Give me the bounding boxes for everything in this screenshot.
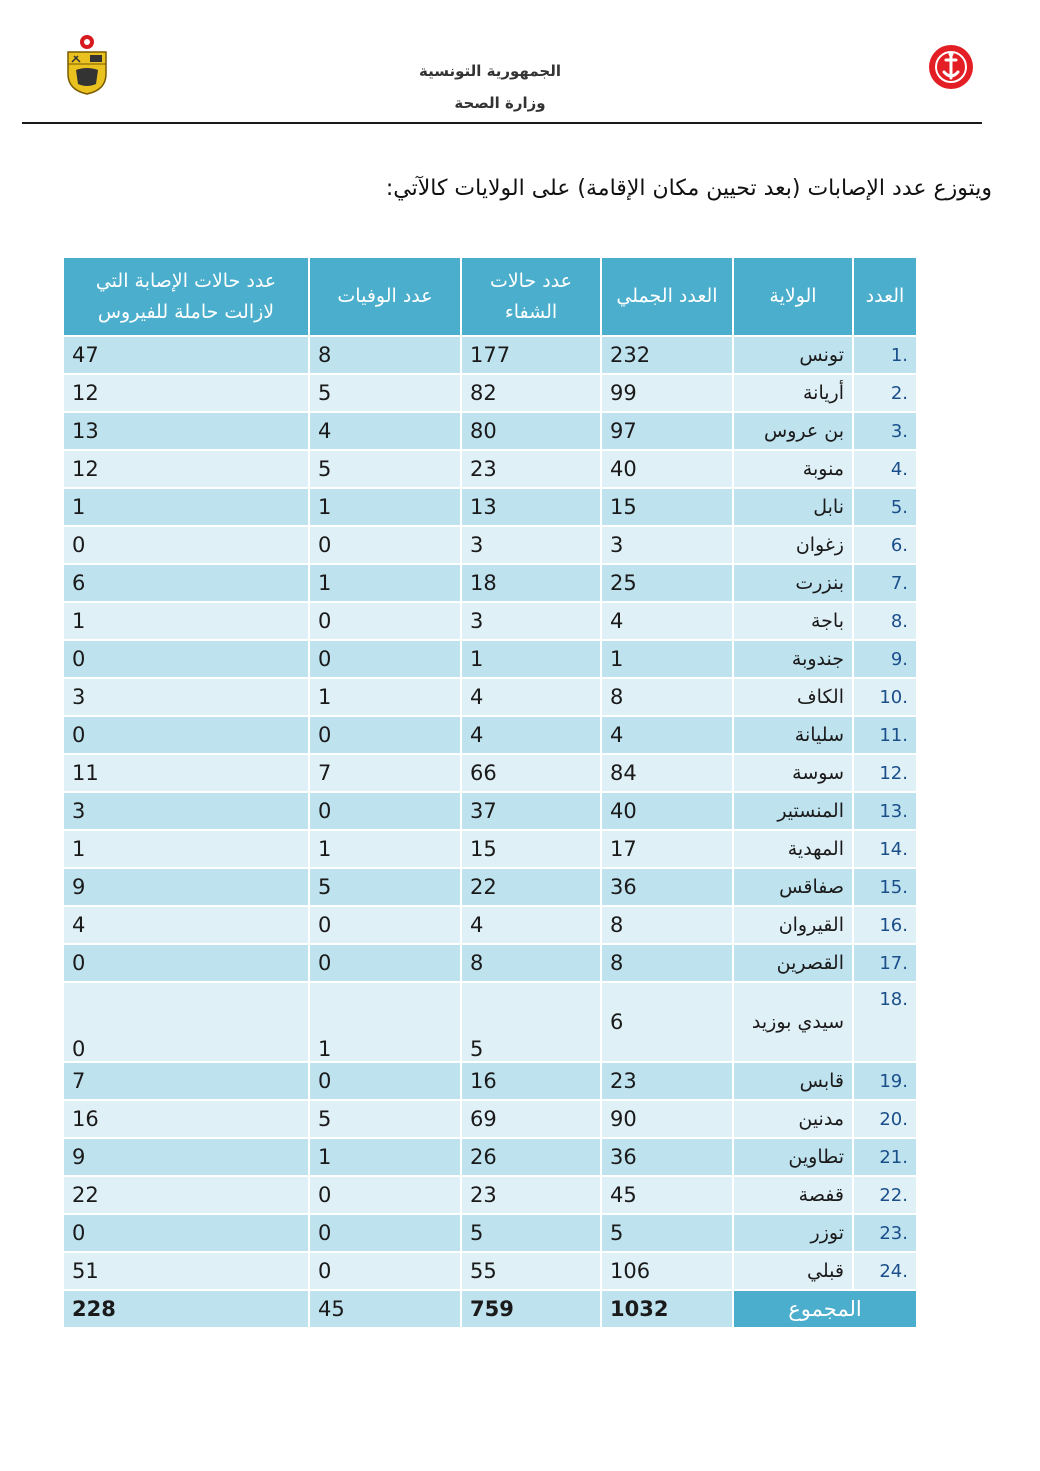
table-row [63,602,917,640]
row-recovered: 55 [461,1252,601,1290]
row-index: 9. [853,640,917,678]
row-index: 15. [853,868,917,906]
row-governorate: بن عروس [733,412,853,450]
row-index: 13. [853,792,917,830]
row-governorate: المهدية [733,830,853,868]
row-total: 25 [601,564,733,602]
row-recovered: 3 [461,526,601,564]
row-recovered: 66 [461,754,601,792]
row-active: 0 [63,982,309,1062]
header-active: عدد حالات الإصابة التي لازالت حاملة للفيروس [63,257,309,336]
row-recovered: 18 [461,564,601,602]
row-total: 84 [601,754,733,792]
row-total: 40 [601,792,733,830]
row-index: 18. [853,982,917,1062]
row-governorate: صفاقس [733,868,853,906]
row-total: 17 [601,830,733,868]
row-recovered: 23 [461,450,601,488]
row-governorate: القيروان [733,906,853,944]
row-active: 1 [63,830,309,868]
row-index: 14. [853,830,917,868]
row-deaths: 1 [309,1138,461,1176]
row-total: 8 [601,906,733,944]
row-total: 23 [601,1062,733,1100]
row-active: 0 [63,640,309,678]
row-deaths: 5 [309,450,461,488]
row-total: 4 [601,716,733,754]
table-row [63,1100,917,1138]
row-active: 3 [63,678,309,716]
row-governorate: منوبة [733,450,853,488]
table-row [63,336,917,374]
row-governorate: نابل [733,488,853,526]
row-recovered: 177 [461,336,601,374]
row-total: 1 [601,640,733,678]
row-total: 106 [601,1252,733,1290]
republic-title: الجمهورية التونسية [419,62,561,80]
row-active: 11 [63,754,309,792]
row-active: 1 [63,602,309,640]
row-active: 3 [63,792,309,830]
row-recovered: 37 [461,792,601,830]
table-row [63,830,917,868]
header-governorate: الولاية [733,257,853,336]
header-divider [22,122,982,124]
header-total: العدد الجملي [601,257,733,336]
row-deaths: 5 [309,1100,461,1138]
table-row [63,488,917,526]
row-deaths: 0 [309,640,461,678]
table-row [63,1252,917,1290]
table-row [63,640,917,678]
row-active: 51 [63,1252,309,1290]
table-row [63,1214,917,1252]
row-deaths: 1 [309,564,461,602]
row-governorate: المنستير [733,792,853,830]
row-governorate: مدنين [733,1100,853,1138]
table-row [63,1138,917,1176]
row-active: 16 [63,1100,309,1138]
row-recovered: 16 [461,1062,601,1100]
row-deaths: 0 [309,1176,461,1214]
row-index: 24. [853,1252,917,1290]
row-recovered: 23 [461,1176,601,1214]
table-row [63,526,917,564]
row-active: 0 [63,944,309,982]
totals-active: 228 [63,1290,309,1328]
row-governorate: باجة [733,602,853,640]
table-row [63,412,917,450]
row-total: 15 [601,488,733,526]
row-governorate: سوسة [733,754,853,792]
row-recovered: 26 [461,1138,601,1176]
row-recovered: 22 [461,868,601,906]
row-total: 3 [601,526,733,564]
governorate-cases-table [62,256,918,1329]
row-index: 23. [853,1214,917,1252]
ministry-logo-icon [928,44,974,90]
row-total: 40 [601,450,733,488]
row-governorate: سليانة [733,716,853,754]
row-active: 9 [63,868,309,906]
row-deaths: 1 [309,982,461,1062]
row-active: 13 [63,412,309,450]
row-index: 20. [853,1100,917,1138]
header-recovered: عدد حالات الشفاء [461,257,601,336]
row-governorate: بنزرت [733,564,853,602]
row-governorate: زغوان [733,526,853,564]
row-governorate: أريانة [733,374,853,412]
row-governorate: الكاف [733,678,853,716]
row-active: 7 [63,1062,309,1100]
row-index: 8. [853,602,917,640]
ministry-title: وزارة الصحة [454,94,546,112]
row-governorate: توزر [733,1214,853,1252]
table-row [63,868,917,906]
row-recovered: 82 [461,374,601,412]
row-index: 2. [853,374,917,412]
row-active: 4 [63,906,309,944]
row-total: 45 [601,1176,733,1214]
document-header [0,0,1040,130]
row-total: 8 [601,678,733,716]
table-row [63,678,917,716]
row-recovered: 4 [461,716,601,754]
table-header-row [63,257,917,336]
row-deaths: 0 [309,716,461,754]
row-index: 16. [853,906,917,944]
header-deaths: عدد الوفيات [309,257,461,336]
row-active: 12 [63,374,309,412]
row-index: 6. [853,526,917,564]
row-recovered: 4 [461,906,601,944]
row-recovered: 15 [461,830,601,868]
row-governorate: جندوبة [733,640,853,678]
row-deaths: 0 [309,602,461,640]
row-index: 10. [853,678,917,716]
table-row [63,374,917,412]
row-total: 90 [601,1100,733,1138]
table-row [63,792,917,830]
row-recovered: 8 [461,944,601,982]
row-index: 1. [853,336,917,374]
row-total: 36 [601,1138,733,1176]
row-total: 232 [601,336,733,374]
table-row [63,1062,917,1100]
row-governorate: قبلي [733,1252,853,1290]
row-total: 4 [601,602,733,640]
totals-total: 1032 [601,1290,733,1328]
row-recovered: 1 [461,640,601,678]
tunisia-coat-of-arms-icon [62,34,112,96]
row-active: 0 [63,716,309,754]
row-index: 12. [853,754,917,792]
row-index: 7. [853,564,917,602]
row-governorate: القصرين [733,944,853,982]
intro-paragraph: ويتوزع عدد الإصابات (بعد تحيين مكان الإقامة) على الولايات كالآتي: [385,176,992,201]
row-recovered: 3 [461,602,601,640]
row-active: 0 [63,526,309,564]
table-row [63,982,917,1062]
row-index: 21. [853,1138,917,1176]
table-row [63,716,917,754]
row-total: 36 [601,868,733,906]
row-active: 6 [63,564,309,602]
row-deaths: 0 [309,526,461,564]
row-deaths: 1 [309,488,461,526]
row-deaths: 0 [309,906,461,944]
row-deaths: 4 [309,412,461,450]
row-index: 17. [853,944,917,982]
row-index: 19. [853,1062,917,1100]
row-deaths: 8 [309,336,461,374]
totals-row [63,1290,917,1328]
row-deaths: 7 [309,754,461,792]
totals-recovered: 759 [461,1290,601,1328]
row-active: 0 [63,1214,309,1252]
row-active: 22 [63,1176,309,1214]
row-deaths: 0 [309,1214,461,1252]
row-deaths: 1 [309,678,461,716]
totals-label: المجموع [733,1290,917,1328]
table-body [63,336,917,1290]
row-active: 1 [63,488,309,526]
table-row [63,564,917,602]
row-deaths: 0 [309,1062,461,1100]
row-recovered: 80 [461,412,601,450]
row-governorate: تطاوين [733,1138,853,1176]
table-row [63,944,917,982]
row-total: 99 [601,374,733,412]
totals-deaths: 45 [309,1290,461,1328]
row-deaths: 0 [309,792,461,830]
row-deaths: 5 [309,374,461,412]
row-deaths: 0 [309,1252,461,1290]
row-governorate: تونس [733,336,853,374]
row-index: 3. [853,412,917,450]
header-index: العدد [853,257,917,336]
row-active: 12 [63,450,309,488]
row-index: 11. [853,716,917,754]
row-index: 4. [853,450,917,488]
row-recovered: 4 [461,678,601,716]
row-governorate: سيدي بوزيد [733,982,853,1062]
row-deaths: 1 [309,830,461,868]
table-row [63,1176,917,1214]
row-index: 5. [853,488,917,526]
row-governorate: قفصة [733,1176,853,1214]
row-total: 6 [601,982,733,1062]
row-deaths: 5 [309,868,461,906]
row-recovered: 13 [461,488,601,526]
table-row [63,754,917,792]
row-governorate: قابس [733,1062,853,1100]
row-recovered: 69 [461,1100,601,1138]
row-total: 97 [601,412,733,450]
row-recovered: 5 [461,1214,601,1252]
table-row [63,450,917,488]
row-active: 47 [63,336,309,374]
row-recovered: 5 [461,982,601,1062]
row-index: 22. [853,1176,917,1214]
table-row [63,906,917,944]
row-total: 8 [601,944,733,982]
row-total: 5 [601,1214,733,1252]
row-active: 9 [63,1138,309,1176]
row-deaths: 0 [309,944,461,982]
